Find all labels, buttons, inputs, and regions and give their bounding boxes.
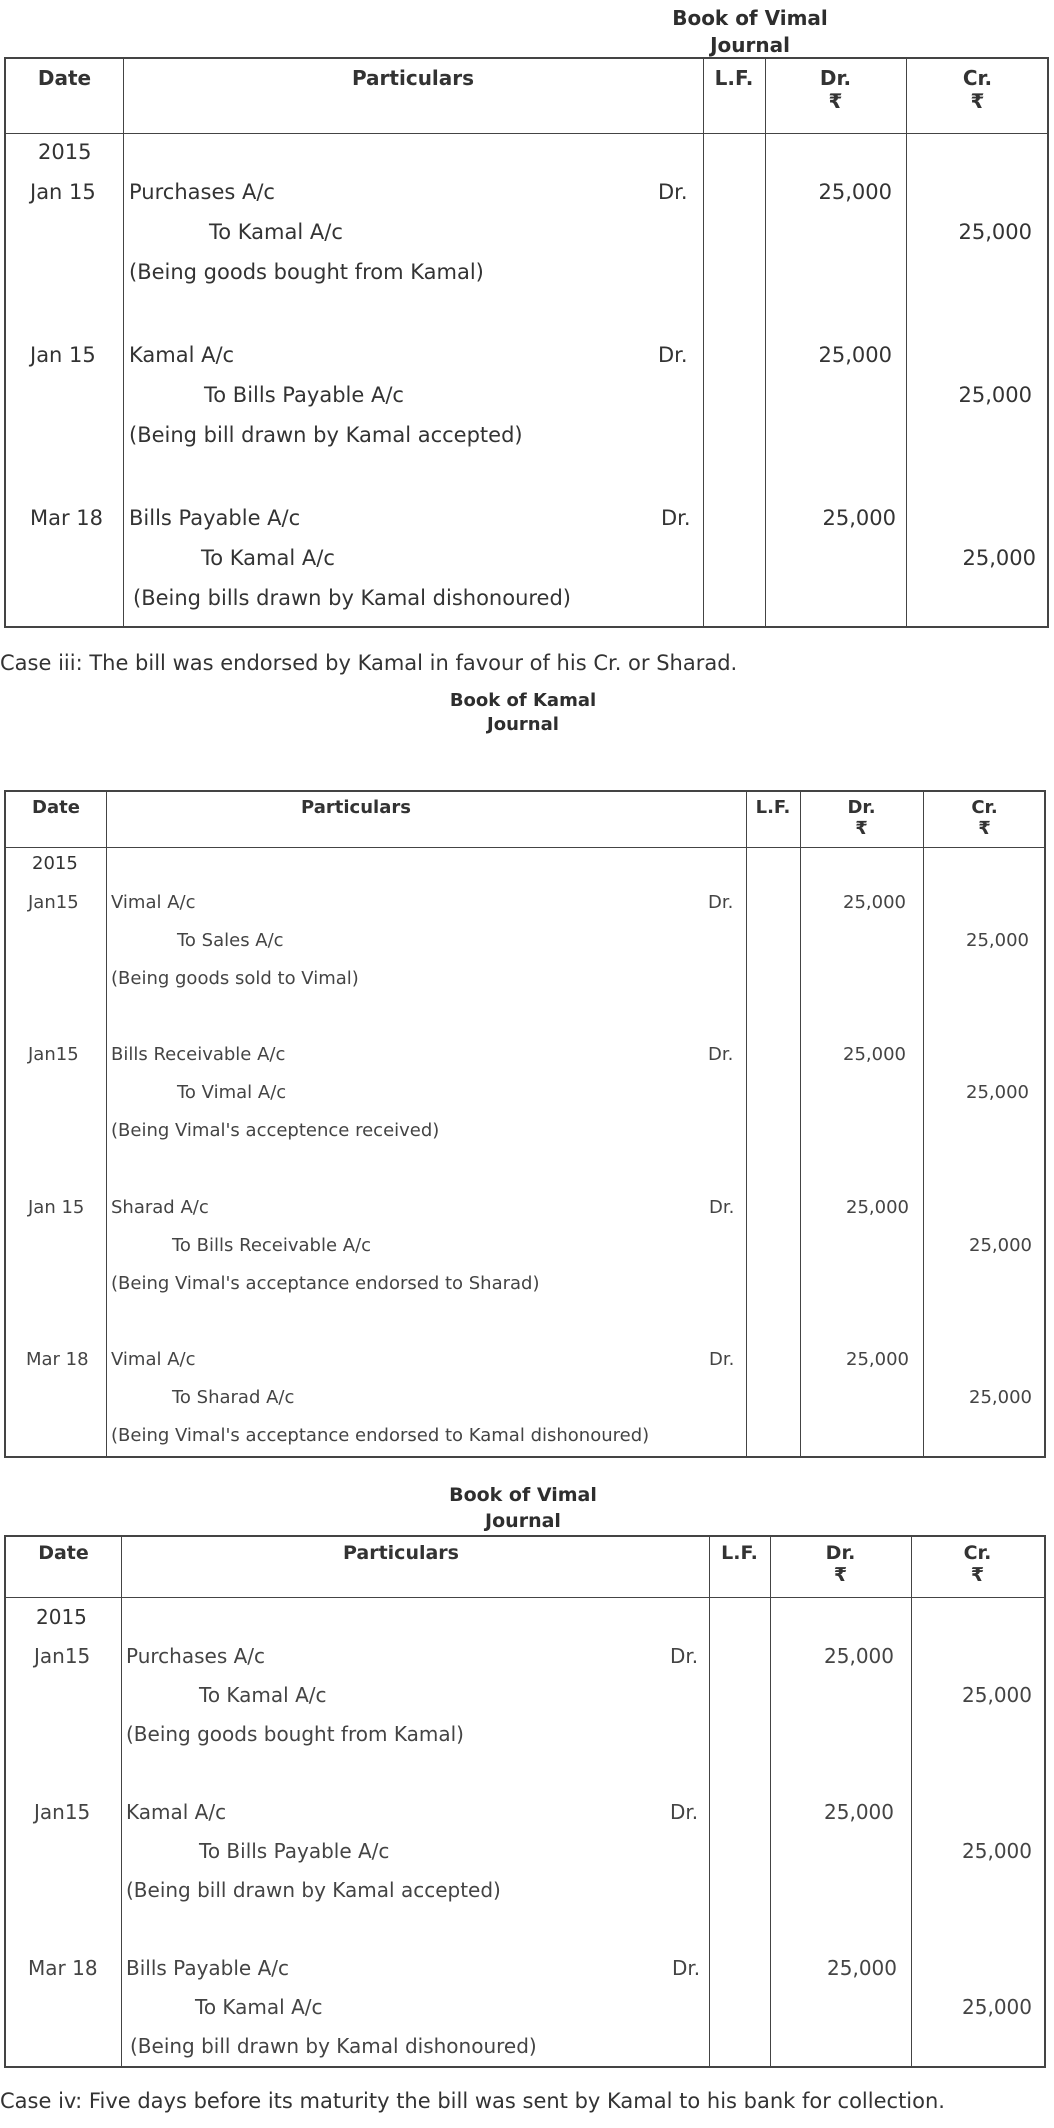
cr-amount: 25,000	[962, 546, 1036, 570]
header-particulars: Particulars	[351, 66, 475, 90]
dr-mark: Dr.	[670, 1644, 699, 1668]
credit-account: To Sales A/c	[177, 930, 284, 951]
cr-amount: 25,000	[962, 1995, 1032, 2019]
credit-account: To Kamal A/c	[209, 220, 343, 244]
debit-account: Sharad A/c	[111, 1197, 209, 1218]
debit-account: Purchases A/c	[129, 180, 275, 204]
credit-account: To Sharad A/c	[172, 1387, 295, 1408]
credit-account: To Vimal A/c	[177, 1082, 287, 1103]
credit-account: To Kamal A/c	[195, 1995, 323, 2019]
narration: (Being goods sold to Vimal)	[111, 968, 359, 989]
dr-mark: Dr.	[661, 506, 691, 530]
narration: (Being goods bought from Kamal)	[129, 260, 484, 284]
credit-account: To Bills Payable A/c	[204, 383, 404, 407]
dr-amount: 25,000	[846, 1197, 909, 1218]
header-lf: L.F.	[714, 66, 754, 90]
header-lf: L.F.	[755, 797, 791, 818]
header-particulars: Particulars	[301, 797, 411, 818]
dr-amount: 25,000	[824, 1644, 894, 1668]
entry-date: Jan 15	[30, 180, 96, 204]
dr-mark: Dr.	[672, 1956, 701, 1980]
dr-amount: 25,000	[827, 1956, 897, 1980]
debit-account: Bills Payable A/c	[129, 506, 301, 530]
narration: (Being Vimal's acceptance endorsed to Kamal dishonoured)	[111, 1425, 650, 1446]
dr-mark: Dr.	[708, 892, 734, 913]
cr-amount: 25,000	[966, 930, 1029, 951]
dr-amount: 25,000	[822, 506, 896, 530]
dr-amount: 25,000	[824, 1800, 894, 1824]
header-particulars: Particulars	[342, 1542, 459, 1564]
credit-account: To Bills Receivable A/c	[172, 1235, 372, 1256]
dr-amount: 25,000	[818, 343, 892, 367]
dr-amount: 25,000	[818, 180, 892, 204]
entry-date: Jan15	[28, 1044, 79, 1065]
header-dr: Dr. ₹	[819, 66, 852, 113]
narration: (Being bill drawn by Kamal accepted)	[129, 423, 523, 447]
dr-mark: Dr.	[708, 1044, 734, 1065]
dr-amount: 25,000	[843, 1044, 906, 1065]
dr-mark: Dr.	[709, 1197, 735, 1218]
debit-account: Vimal A/c	[111, 1349, 196, 1370]
entry-date: Jan15	[28, 892, 79, 913]
dr-mark: Dr.	[709, 1349, 735, 1370]
entry-date: Jan 15	[30, 343, 96, 367]
entry-date: Jan15	[34, 1644, 91, 1668]
narration: (Being Vimal's acceptence received)	[111, 1120, 440, 1141]
debit-account: Bills Payable A/c	[126, 1956, 290, 1980]
dr-mark: Dr.	[670, 1800, 699, 1824]
journal-table-kamal	[4, 790, 1046, 1458]
header-date: Date	[37, 66, 92, 90]
journal-title: Journal	[487, 714, 559, 735]
debit-account: Kamal A/c	[126, 1800, 227, 1824]
dr-amount: 25,000	[846, 1349, 909, 1370]
book-title: Book of Vimal	[449, 1484, 597, 1506]
debit-account: Purchases A/c	[126, 1644, 266, 1668]
dr-mark: Dr.	[658, 343, 688, 367]
narration: (Being bills drawn by Kamal dishonoured)	[133, 586, 571, 610]
journal-table-vimal-1	[4, 57, 1049, 628]
narration: (Being bill drawn by Kamal accepted)	[126, 1878, 501, 1902]
year: 2015	[32, 853, 78, 874]
header-date: Date	[38, 1542, 89, 1564]
header-lf: L.F.	[721, 1542, 758, 1564]
debit-account: Vimal A/c	[111, 892, 196, 913]
case-iii-text: Case iii: The bill was endorsed by Kamal in favour of his Cr. or Sharad.	[0, 651, 738, 675]
entry-date: Jan15	[34, 1800, 91, 1824]
cr-amount: 25,000	[962, 1839, 1032, 1863]
cr-amount: 25,000	[969, 1235, 1032, 1256]
header-date: Date	[32, 797, 80, 818]
cr-amount: 25,000	[966, 1082, 1029, 1103]
dr-amount: 25,000	[843, 892, 906, 913]
narration: (Being goods bought from Kamal)	[126, 1722, 464, 1746]
entry-date: Jan 15	[28, 1197, 85, 1218]
cr-amount: 25,000	[958, 383, 1032, 407]
header-dr: Dr. ₹	[825, 1542, 856, 1586]
credit-account: To Bills Payable A/c	[199, 1839, 390, 1863]
entry-date: Mar 18	[30, 506, 104, 530]
journal-title: Journal	[710, 33, 790, 57]
case-iv-text: Case iv: Five days before its maturity the bill was sent by Kamal to his bank for collection.	[0, 2089, 945, 2113]
header-dr: Dr. ₹	[847, 797, 876, 839]
journal-table-vimal-2	[4, 1535, 1046, 2068]
entry-date: Mar 18	[28, 1956, 98, 1980]
book-title: Book of Kamal	[449, 690, 597, 711]
narration: (Being bill drawn by Kamal dishonoured)	[130, 2034, 537, 2058]
narration: (Being Vimal's acceptance endorsed to Sharad)	[111, 1273, 540, 1294]
year: 2015	[36, 1605, 87, 1629]
debit-account: Kamal A/c	[129, 343, 235, 367]
credit-account: To Kamal A/c	[199, 1683, 327, 1707]
book-title: Book of Vimal	[672, 6, 828, 30]
header-cr: Cr. ₹	[971, 797, 998, 839]
cr-amount: 25,000	[958, 220, 1032, 244]
entry-date: Mar 18	[26, 1349, 89, 1370]
year: 2015	[38, 140, 92, 164]
header-cr: Cr. ₹	[962, 66, 993, 113]
debit-account: Bills Receivable A/c	[111, 1044, 286, 1065]
cr-amount: 25,000	[969, 1387, 1032, 1408]
cr-amount: 25,000	[962, 1683, 1032, 1707]
dr-mark: Dr.	[658, 180, 688, 204]
header-cr: Cr. ₹	[963, 1542, 992, 1586]
journal-title: Journal	[485, 1510, 561, 1532]
credit-account: To Kamal A/c	[201, 546, 335, 570]
